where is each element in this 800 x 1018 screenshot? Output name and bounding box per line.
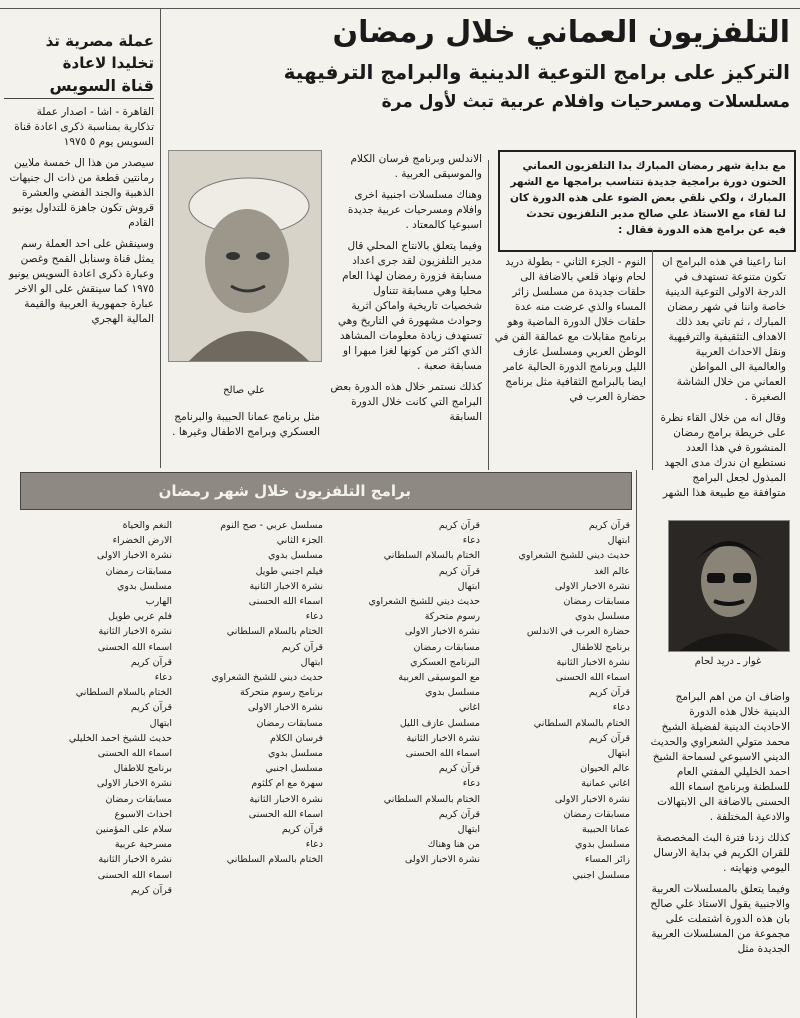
schedule-item: دعاء <box>462 778 480 790</box>
article-a-paragraph-1: اننا راعينا في هذه البرامج ان تكون متنوعة تستهدف في الدرجة الاولى التوعية الدينية خاصة واننا في شهر رمضان المبارك ، ثم تاتي بعد ذلك الاهداف التثقيفية والترفيهية ونقل الاحداث العربية والعالمية الى المواطن العماني من خلال الشاشة الصغيرة . <box>661 256 786 403</box>
article-a-paragraph-2: وقال انه من خلال القاء نظرة على خريطة برامج رمضان المنشورة في هذا العدد نستطيع ان ندرك مدى الجهد المبذول لجعل البرامج متوافقة مع طبيعة هذا الشهر <box>660 412 786 499</box>
schedule-item: مسلسل اجنبي <box>572 869 630 881</box>
schedule-item: مسلسل بدوي <box>267 550 323 562</box>
schedule-item: ابتهال <box>457 580 480 592</box>
schedule-item: حضارة العرب في الاندلس <box>526 626 630 638</box>
schedule-item: نشرة الاخبار الثانية <box>249 793 323 805</box>
schedule-item: حديث ديني للشيخ الشعراوي <box>211 672 323 684</box>
article-c-paragraph-1: الاندلس وبرنامج فرسان الكلام والموسيقى العربية . <box>350 153 482 180</box>
schedule-item: مسلسل بدوي <box>574 839 630 851</box>
schedule-item: مسرحية عربية <box>114 839 172 851</box>
schedule-item: اسماء الله الحسنى <box>97 869 172 881</box>
schedule-item: نشرة الاخبار الاولى <box>554 580 630 592</box>
schedule-item: مسلسل بدوي <box>267 748 323 760</box>
schedule-item: قرآن كريم <box>281 824 323 836</box>
left-title-2: تخليدا لاعادة <box>62 54 154 72</box>
schedule-item: الهارب <box>145 596 172 608</box>
schedule-item: رسوم متحركة <box>424 611 480 623</box>
left-column-story <box>4 30 154 333</box>
schedule-item: نشرة الاخبار الاولى <box>247 702 323 714</box>
schedule-item: زائر المساء <box>585 854 630 866</box>
sub-headline-1: التركيز على برامج التوعية الدينية والبرامج الترفيهية <box>283 60 790 84</box>
schedule-item: الجزء الثاني <box>276 535 323 547</box>
schedule-item: الختام بالسلام السلطاني <box>75 687 172 699</box>
schedule-item: دعاء <box>462 535 480 547</box>
schedule-item: قرآن كريم <box>588 732 630 744</box>
schedule-item: ابتهال <box>457 824 480 836</box>
schedule-item: مسلسل بدوي <box>424 687 480 699</box>
schedule-item: قرآن كريم <box>130 884 172 896</box>
schedule-item: برنامج رسوم متحركة <box>240 687 323 699</box>
schedule-item: نشرة الاخبار الاولى <box>96 550 172 562</box>
schedule-item: برنامج للاطفال <box>113 763 172 775</box>
schedule-item: النغم والحياة <box>122 520 172 531</box>
schedule-item: مسابقات رمضان <box>563 596 630 608</box>
schedule-item: حديث ديني للشيخ الشعراوي <box>518 550 630 562</box>
schedule-item: نشرة الاخبار الثانية <box>98 626 172 638</box>
schedule-item: فرسان الكلام <box>270 732 323 744</box>
schedule-item: اسماء الله الحسنى <box>405 748 480 760</box>
director-portrait-image <box>169 151 321 361</box>
schedule-item: ابتهال <box>149 717 172 729</box>
article-e-paragraph-3: وفيما يتعلق بالمسلسلات العربية والاجنبية يقول الاستاذ علي صالح بان هذه الدورة اشتملت على مجموعة من المسلسلات العربية الجديدة مثل <box>650 883 790 955</box>
schedule-item: مسابقات رمضان <box>563 808 630 820</box>
schedule-item: دعاء <box>305 611 323 623</box>
top-rule <box>0 8 800 9</box>
left-paragraph-3: وسينقش على احد العملة رسم يمثل قناة وسنابل القمح وغصن وعبارة ذكرى اعادة السويس يونيو ١٩٧٥ كما سينقش على الو الاخر عبارة جمهورية العربية والقيمة المالية الهجري <box>9 238 154 325</box>
schedule-item: اسماء الله الحسنى <box>248 808 323 820</box>
schedule-item: فلم عربي طويل <box>108 611 172 623</box>
schedule-item: مسابقات رمضان <box>105 793 172 805</box>
director-caption: علي صالح <box>223 385 265 396</box>
article-column-e <box>650 690 790 963</box>
schedule-item: قرآن كريم <box>438 763 480 775</box>
schedule-column-1 <box>490 518 630 883</box>
schedule-item: مسابقات رمضان <box>256 717 323 729</box>
schedule-item: الختام بالسلام السلطاني <box>226 626 323 638</box>
article-c-paragraph-4: كذلك نستمر خلال هذه الدورة بعض البرامج التي كانت خلال الدورة السابقة <box>330 381 482 423</box>
schedule-column-4 <box>20 518 172 898</box>
schedule-item: اغاني عمانية <box>581 778 630 790</box>
schedule-item: سهرة مع ام كلثوم <box>251 778 323 790</box>
left-title-3: قناة السويس <box>4 74 154 99</box>
schedule-item: قرآن كريم <box>438 565 480 577</box>
schedule-item: فيلم اجنبي طويل <box>255 565 323 577</box>
schedule-item: قرآن كريم <box>130 702 172 714</box>
schedule-item: قرآن كريم <box>130 656 172 668</box>
schedule-right-rule <box>636 470 637 1018</box>
schedule-item: الختام بالسلام السلطاني <box>226 854 323 866</box>
schedule-item: نشرة الاخبار الاولى <box>404 854 480 866</box>
schedule-item: ابتهال <box>607 748 630 760</box>
schedule-item: قرآن كريم <box>588 687 630 699</box>
schedule-item: ابتهال <box>300 656 323 668</box>
schedule-item: قرآن كريم <box>438 520 480 531</box>
schedule-item: سلام على المؤمنين <box>95 824 172 836</box>
actor-portrait-image <box>669 521 789 651</box>
schedule-item: نشرة الاخبار الثانية <box>556 656 630 668</box>
actor-caption: غوار ـ دريد لحام <box>694 656 762 667</box>
schedule-item: اغاني <box>458 702 480 714</box>
left-column-rule <box>160 8 161 468</box>
schedule-item: مسلسل عربي - صح النوم <box>220 520 323 531</box>
schedule-item: الارض الخضراء <box>112 535 172 547</box>
schedule-item: مسلسل بدوي <box>574 611 630 623</box>
schedule-item: اسماء الله الحسنى <box>97 641 172 653</box>
schedule-item: مسلسل اجنبي <box>265 763 323 775</box>
schedule-item: مع الموسيقى العربية <box>398 672 480 684</box>
schedule-column-2 <box>330 518 480 868</box>
schedule-item: حديث للشيخ احمد الخليلي <box>68 732 172 744</box>
schedule-item: دعاء <box>612 702 630 714</box>
schedule-item: قرآن كريم <box>438 808 480 820</box>
schedule-item: دعاء <box>305 839 323 851</box>
schedule-item: قرآن كريم <box>281 641 323 653</box>
schedule-item: اسماء الله الحسنى <box>248 596 323 608</box>
schedule-item: عالم الحيوان <box>580 763 630 775</box>
schedule-item: الختام بالسلام السلطاني <box>383 793 480 805</box>
article-column-d: مثل برنامج عمانا الحبيبة والبرنامج العسكري وبرامج الاطفال وغيرها . <box>172 411 320 438</box>
left-paragraph-2: سيصدر من هذا ال خمسة ملايين رمانتين قطعة من ذات ال جنيهات الذهبية والجند الفضي والعشرة قروش تكون جاهزة للتداول يونيو القادم <box>9 157 154 229</box>
column-rule-bc <box>488 160 489 470</box>
article-b-paragraph-1: النوم - الجزء الثاني - بطولة دريد لحام ونهاد قلعي بالاضافة الى حلقات جديدة من مسلسل زائر المساء والذي عرضت منه عدة حلقات خلال الدورة الماضية وهو برنامج مقابلات مع عمالقة الفن في الوطن العربي ومسلسل عازف الليل وبرنامج الدورة الحالية عامر ايضا بالبرامج الثقافية مثل برنامج حضارة العرب في <box>494 256 646 403</box>
schedule-item: الختام بالسلام السلطاني <box>533 717 630 729</box>
schedule-item: برنامج للاطفال <box>571 641 630 653</box>
column-rule-ab <box>652 250 653 470</box>
schedule-item: نشرة الاخبار الثانية <box>406 732 480 744</box>
article-c-paragraph-3: وفيما يتعلق بالانتاج المحلي قال مدير التلفزيون لقد جرى اعداد مسابقة فزورة رمضان لهذا العام محليا وهي مسابقة تتناول شخصيات تاريخية واماكن اثرية وحوادث مشهورة في التاريخ وهي تستهدف زيادة معلومات المشاهد الذي اكثر من كونها لغزا مبهرا او مسابقة صعبة . <box>337 240 482 372</box>
schedule-item: البرنامج العسكري <box>410 656 480 668</box>
schedule-item: نشرة الاخبار الاولى <box>96 778 172 790</box>
schedule-item: اسماء الله الحسنى <box>555 672 630 684</box>
schedule-item: نشرة الاخبار الاولى <box>404 626 480 638</box>
article-column-a <box>660 255 786 507</box>
schedule-item: مسلسل عازف الليل <box>399 717 480 729</box>
schedule-item: عالم الغد <box>594 565 630 577</box>
main-headline: التلفزيون العماني خلال رمضان <box>332 15 790 50</box>
director-photo <box>168 150 322 362</box>
schedule-banner-title: برامج التلفزيون خلال شهر رمضان <box>158 482 411 500</box>
actor-photo <box>668 520 790 652</box>
schedule-item: مسابقات رمضان <box>105 565 172 577</box>
schedule-banner <box>20 472 632 510</box>
headline-block <box>170 14 790 114</box>
schedule-item: نشرة الاخبار الثانية <box>249 580 323 592</box>
intro-box: مع بداية شهر رمضان المبارك بدا التلفزيون العماني الحنون دورة برامجية جديدة تتناسب برامجها مع الشهر المبارك ، ولكي نلقي بعض الضوء على هذه الدورة كان لنا لقاء مع الاستاذ علي صالح مدير التلفزيون تحدث فيه عن برامج هذه الدورة فقال : <box>498 150 796 252</box>
schedule-item: اسماء الله الحسنى <box>97 748 172 760</box>
schedule-item: قرآن كريم <box>588 520 630 531</box>
schedule-item: مسابقات رمضان <box>413 641 480 653</box>
schedule-item: ابتهال <box>607 535 630 547</box>
article-e-paragraph-1: واضاف ان من اهم البرامج الدينية خلال هذه الدورة الاحاديث الدينية لفضيلة الشيخ محمد متولي الشعراوي والحديث الديني الاسبوعي لسماحة الشيخ احمد الخليلي المفتي العام للسلطنة وبرنامج اسماء الله الحسنى بالاضافة الى الابتهالات والادعية المختلفة . <box>650 691 790 823</box>
article-e-paragraph-2: كذلك زدنا فترة البث المخصصة للقران الكريم في بداية الارسال اليومي ونهايته . <box>653 832 790 874</box>
schedule-item: احداث الاسبوع <box>114 808 172 820</box>
schedule-item: نشرة الاخبار الاولى <box>554 793 630 805</box>
schedule-column-3 <box>178 518 323 868</box>
left-paragraph-1: القاهرة - اشا - اصدار عملة تذكارية بمناسبة ذكرى اعادة قناة السويس يوم ٥ ١٩٧٥ <box>14 106 154 148</box>
schedule-item: عمانا الحبيبة <box>582 824 630 836</box>
sub-headline-2: مسلسلات ومسرحيات وافلام عربية تبث لأول مرة <box>381 92 790 112</box>
article-column-c <box>330 152 482 431</box>
schedule-item: حديث ديني للشيخ الشعراوي <box>368 596 480 608</box>
left-title-1: عملة مصرية تذ <box>45 32 154 50</box>
article-column-b <box>494 255 646 411</box>
schedule-item: نشرة الاخبار الثانية <box>98 854 172 866</box>
schedule-item: مسلسل بدوي <box>116 580 172 592</box>
schedule-item: الختام بالسلام السلطاني <box>383 550 480 562</box>
schedule-item: من هنا وهناك <box>427 839 480 851</box>
schedule-item: دعاء <box>154 672 172 684</box>
article-c-paragraph-2: وهناك مسلسلات اجنبية اخرى وافلام ومسرحيات عربية جديدة اسبوعيا كالمعتاد . <box>347 189 482 231</box>
